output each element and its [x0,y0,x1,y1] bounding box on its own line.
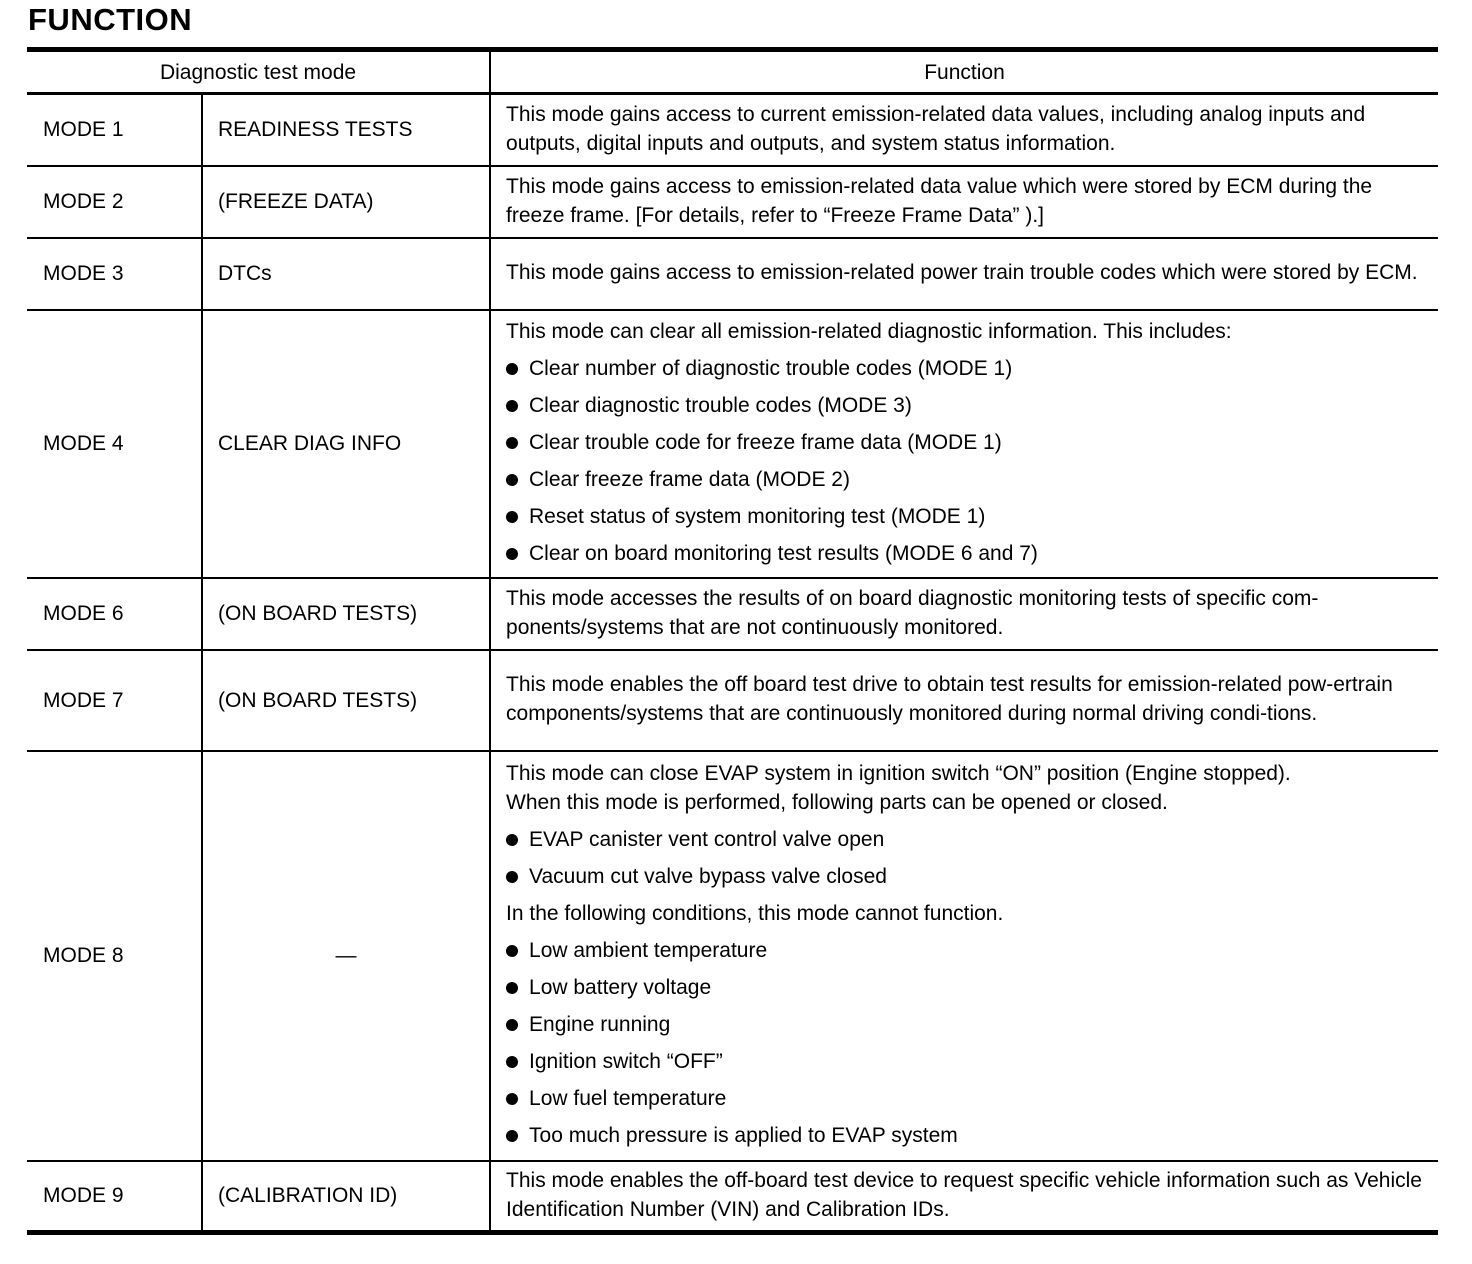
mode-number: MODE 4 [43,432,124,455]
list-item-text: EVAP canister vent control valve open [529,828,885,851]
header-diagnostic-test-mode: Diagnostic test mode [159,60,357,84]
list-item [506,1121,1428,1150]
bullet-list [506,936,1428,1150]
bullet-list [506,825,1428,891]
bullet-icon [506,982,518,994]
mode-function [490,310,1438,578]
list-item [506,391,1428,420]
table-row [27,650,1438,751]
bullet-icon [506,474,518,486]
list-item-text: Low ambient temperature [529,939,768,962]
bullet-icon [506,945,518,957]
function-note: In the following conditions, this mode cannot function. [506,902,1004,925]
table-row [27,310,1438,578]
list-item [506,1010,1428,1039]
section-title: FUNCTION [28,2,193,37]
list-item [506,354,1428,383]
list-item-text: Engine running [529,1013,671,1036]
mode-number: MODE 7 [43,688,124,712]
list-item [506,1084,1428,1113]
list-item [506,936,1428,965]
mode-function [490,578,1438,650]
list-item-text: Low fuel temperature [529,1087,727,1110]
function-text: This mode accesses the results of on board diagnostic monitoring tests of specific com-ponents/systems that are not continuously monitored. [506,586,1319,639]
table-header-row [27,50,1438,94]
function-text: This mode enables the off-board test device to request specific vehicle information such as Vehicle Identification Number (VIN) and Calibration IDs. [506,1168,1422,1221]
list-item [506,428,1428,457]
bullet-list [506,354,1428,568]
bullet-icon [506,1056,518,1068]
list-item-text: Clear trouble code for freeze frame data (MODE 1) [529,431,1002,454]
function-text: This mode can close EVAP system in ignition switch “ON” position (Engine stopped). [506,762,1291,785]
mode-number: MODE 1 [43,118,124,142]
function-text: This mode can clear all emission-related diagnostic information. This includes: [506,320,1232,343]
mode-function [490,1161,1438,1233]
table-row [27,751,1438,1161]
mode-number: MODE 9 [43,1184,124,1207]
mode-function [490,94,1438,166]
mode-name: (ON BOARD TESTS) [202,650,490,751]
list-item [506,862,1428,891]
mode-name: (ON BOARD TESTS) [202,578,490,650]
bullet-icon [506,1130,518,1142]
diagnostic-function-table [27,47,1438,1235]
bullet-icon [506,871,518,883]
list-item [506,1047,1428,1076]
mode-name: DTCs [202,238,490,310]
list-item [506,539,1428,568]
function-text: This mode gains access to emission-related power train trouble codes which were stored by ECM. [506,261,1418,284]
bullet-icon [506,1019,518,1031]
mode-function [490,650,1438,751]
table-row [27,578,1438,650]
table-row [27,238,1438,310]
mode-number: MODE 2 [43,190,124,213]
list-item [506,502,1428,531]
table-row [27,94,1438,166]
mode-function [490,238,1438,310]
mode-name: CLEAR DIAG INFO [202,310,490,578]
list-item-text: Clear diagnostic trouble codes (MODE 3) [529,394,912,417]
list-item-text: Clear on board monitoring test results (MODE 6 and 7) [529,542,1038,565]
table-row [27,1161,1438,1233]
list-item [506,825,1428,854]
list-item-text: Reset status of system monitoring test (MODE 1) [529,505,986,528]
bullet-icon [506,548,518,560]
mode-name: (CALIBRATION ID) [202,1161,490,1233]
list-item [506,465,1428,494]
function-text: This mode enables the off board test drive to obtain test results for emission-related pow-ertrain components/systems that are continuously monitored during normal driving condi-tions. [506,673,1393,725]
header-function: Function [490,50,1438,94]
list-item [506,973,1428,1002]
mode-name: — [202,751,490,1161]
bullet-icon [506,1093,518,1105]
list-item-text: Clear freeze frame data (MODE 2) [529,468,850,491]
function-text: When this mode is performed, following parts can be opened or closed. [506,791,1168,814]
list-item-text: Too much pressure is applied to EVAP system [529,1124,958,1147]
bullet-icon [506,511,518,523]
bullet-icon [506,400,518,412]
list-item-text: Vacuum cut valve bypass valve closed [529,865,887,888]
bullet-icon [506,363,518,375]
function-text: This mode gains access to emission-related data value which were stored by ECM during the freeze frame. [For details, refer to “Freeze Frame Data” ).] [506,174,1373,227]
table-row [27,166,1438,238]
mode-number: MODE 3 [43,262,124,285]
list-item-text: Ignition switch “OFF” [529,1050,723,1073]
mode-function [490,751,1438,1161]
mode-name: READINESS TESTS [202,94,490,166]
mode-function [490,166,1438,238]
bullet-icon [506,437,518,449]
function-text: This mode gains access to current emission-related data values, including analog inputs and outputs, digital inputs and outputs, and system status information. [506,102,1366,155]
list-item-text: Clear number of diagnostic trouble codes (MODE 1) [529,357,1013,380]
bullet-icon [506,834,518,846]
list-item-text: Low battery voltage [529,976,712,999]
mode-number: MODE 8 [43,944,124,967]
mode-name: (FREEZE DATA) [202,166,490,238]
mode-number: MODE 6 [43,602,124,625]
